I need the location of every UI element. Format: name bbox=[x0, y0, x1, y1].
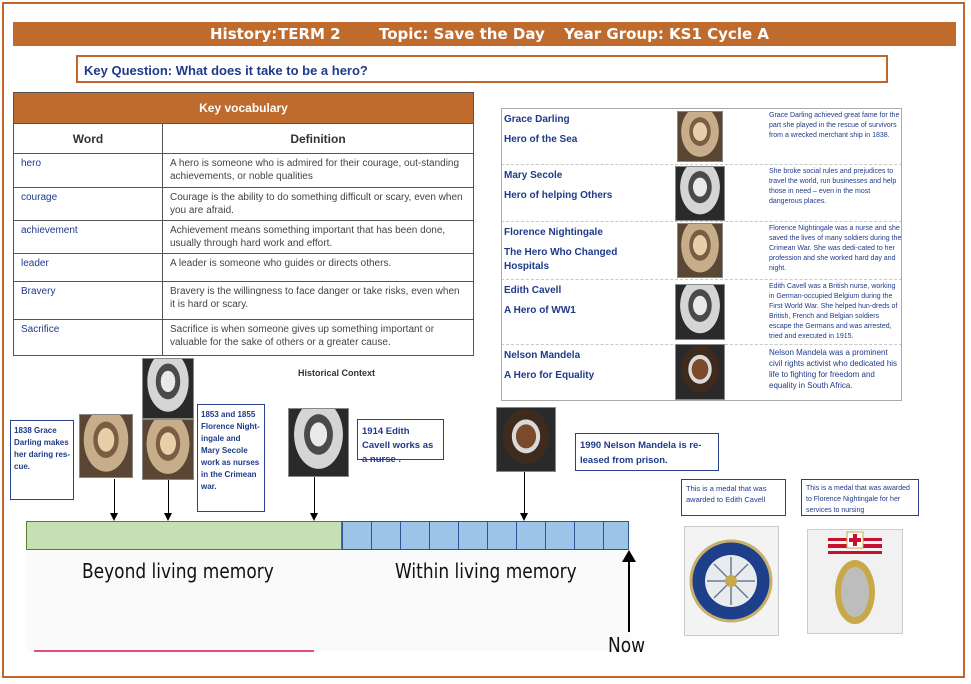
hero-description: Florence Nightingale was a nurse and she saved the lives of many soldiers during the Crimean War. She was dedi-cated to her profession and she worked hard day and night. bbox=[769, 225, 902, 272]
arrow-1853 bbox=[168, 480, 169, 514]
timeline-cell bbox=[458, 522, 459, 549]
heroes-panel-border bbox=[501, 108, 902, 401]
hero-title-text: A Hero for Equality bbox=[504, 370, 595, 381]
arrow-1914 bbox=[314, 477, 315, 514]
header-topic: Topic: Save the Day bbox=[379, 25, 545, 43]
grace-darling-timeline-portrait bbox=[79, 414, 133, 478]
vocab-definition: A hero is someone who is admired for their courage, out-standing achievements, or noble qualities bbox=[163, 154, 474, 188]
timeline-cell bbox=[574, 522, 575, 549]
medal-caption-florence-nightingale: This is a medal that was awarded to Florence Nightingale for her services to nursing bbox=[801, 479, 919, 516]
within-living-memory-label: Within living memory bbox=[395, 559, 577, 583]
hero-name-text: Mary Secole bbox=[504, 170, 563, 181]
historical-context-title: Historical Context bbox=[298, 368, 376, 378]
arrow-1990 bbox=[524, 472, 525, 514]
nelson-mandela-timeline-portrait bbox=[496, 407, 556, 472]
edith-cavell-medal-image bbox=[684, 526, 779, 636]
timeline-beyond-living-memory bbox=[26, 521, 342, 550]
header-term: TERM 2 bbox=[278, 25, 341, 43]
now-arrow-head bbox=[622, 550, 636, 562]
vocab-definition: A leader is someone who guides or directs others. bbox=[163, 254, 474, 282]
vocab-word: Sacrifice bbox=[14, 320, 163, 356]
hero-title-text: Hero of the Sea bbox=[504, 134, 578, 145]
beyond-living-memory-label: Beyond living memory bbox=[82, 559, 274, 583]
timeline-cell bbox=[429, 522, 430, 549]
table-row bbox=[14, 221, 474, 254]
hero-name-text: Nelson Mandela bbox=[504, 350, 581, 361]
hero-name-text: Grace Darling bbox=[504, 114, 570, 125]
table-row bbox=[14, 320, 474, 356]
vocab-word: hero bbox=[14, 154, 163, 188]
arrow-head-1990 bbox=[520, 513, 528, 521]
vocab-word: Bravery bbox=[14, 282, 163, 320]
column-header-word: Word bbox=[14, 124, 163, 154]
medal-caption-edith-cavell: This is a medal that was awarded to Edith Cavell bbox=[681, 479, 786, 516]
timeline-underline bbox=[34, 650, 314, 652]
event-box-1838: 1838 Grace Darling makes her daring res-cue. bbox=[10, 420, 74, 500]
hero-title-text: The Hero Who Changed Hospitals bbox=[504, 247, 618, 272]
mary-secole-timeline-portrait bbox=[142, 358, 194, 419]
vocab-word: achievement bbox=[14, 221, 163, 254]
hero-description: Edith Cavell was a British nurse, working in German-occupied Belgium during the First World War. She helped hun-dreds of British, French and Belgian soldiers escape the Germans and was arrested, tried and executed in 1915. bbox=[769, 283, 898, 340]
florence-nightingale-timeline-portrait bbox=[142, 419, 194, 480]
arrow-head-1838 bbox=[110, 513, 118, 521]
arrow-head-1914 bbox=[310, 513, 318, 521]
header-year-group: Year Group: KS1 Cycle A bbox=[564, 25, 769, 43]
timeline-cell bbox=[603, 522, 604, 549]
vocab-definition: Achievement means something important that has been done, usually through hard work and effort. bbox=[163, 221, 474, 254]
vocab-word: leader bbox=[14, 254, 163, 282]
column-header-definition: Definition bbox=[163, 124, 474, 154]
timeline-cell bbox=[487, 522, 488, 549]
hero-title-text: Hero of helping Others bbox=[504, 190, 613, 201]
vocab-definition: Sacrifice is when someone gives up something important or valuable for the sake of others or a greater cause. bbox=[163, 320, 474, 356]
now-label: Now bbox=[608, 633, 646, 657]
vocabulary-table bbox=[13, 92, 474, 356]
table-row bbox=[14, 254, 474, 282]
timeline-within-living-memory bbox=[342, 521, 629, 550]
vocabulary-title: Key vocabulary bbox=[14, 93, 474, 124]
arrow-1838 bbox=[114, 479, 115, 514]
key-question: Key Question: What does it take to be a hero? bbox=[76, 55, 888, 83]
timeline-cell bbox=[400, 522, 401, 549]
edith-cavell-medal-graphic bbox=[685, 527, 778, 635]
hero-name-text: Florence Nightingale bbox=[504, 227, 603, 238]
hero-title-text: A Hero of WW1 bbox=[504, 305, 576, 316]
hero-name-text: Edith Cavell bbox=[504, 285, 562, 296]
timeline-cell bbox=[371, 522, 372, 549]
event-box-1914: 1914 Edith Cavell works as a nurse . bbox=[357, 419, 444, 460]
table-row bbox=[14, 282, 474, 320]
timeline-cell bbox=[545, 522, 546, 549]
table-row bbox=[14, 188, 474, 221]
event-box-1853: 1853 and 1855 Florence Night-ingale and Mary Secole work as nurses in the Crimean war. bbox=[197, 404, 265, 512]
edith-cavell-timeline-portrait bbox=[288, 408, 349, 477]
florence-nightingale-medal-image bbox=[807, 529, 903, 634]
hero-description: Nelson Mandela was a prominent civil rights activist who dedicated his life to fighting for freedom and equality in South Africa. bbox=[769, 348, 898, 390]
timeline bbox=[26, 521, 631, 651]
vocab-definition: Bravery is the willingness to face danger or take risks, even when it is hard or scary. bbox=[163, 282, 474, 320]
vocab-definition: Courage is the ability to do something difficult or scary, even when you are afraid. bbox=[163, 188, 474, 221]
table-row bbox=[14, 154, 474, 188]
now-arrow-shaft bbox=[628, 560, 630, 632]
event-box-1990: 1990 Nelson Mandela is re-leased from prison. bbox=[575, 433, 719, 471]
vocab-word: courage bbox=[14, 188, 163, 221]
header-subject: History: bbox=[210, 25, 278, 43]
hero-description: She broke social rules and prejudices to travel the world, run businesses and help those in need – even in the most dangerous places. bbox=[769, 168, 897, 205]
timeline-cell bbox=[516, 522, 517, 549]
florence-nightingale-medal-graphic bbox=[808, 530, 902, 633]
hero-description: Grace Darling achieved great fame for the part she played in the rescue of survivors from a wrecked merchant ship in 1838. bbox=[769, 112, 900, 139]
header-bar bbox=[13, 22, 956, 46]
arrow-head-1853 bbox=[164, 513, 172, 521]
